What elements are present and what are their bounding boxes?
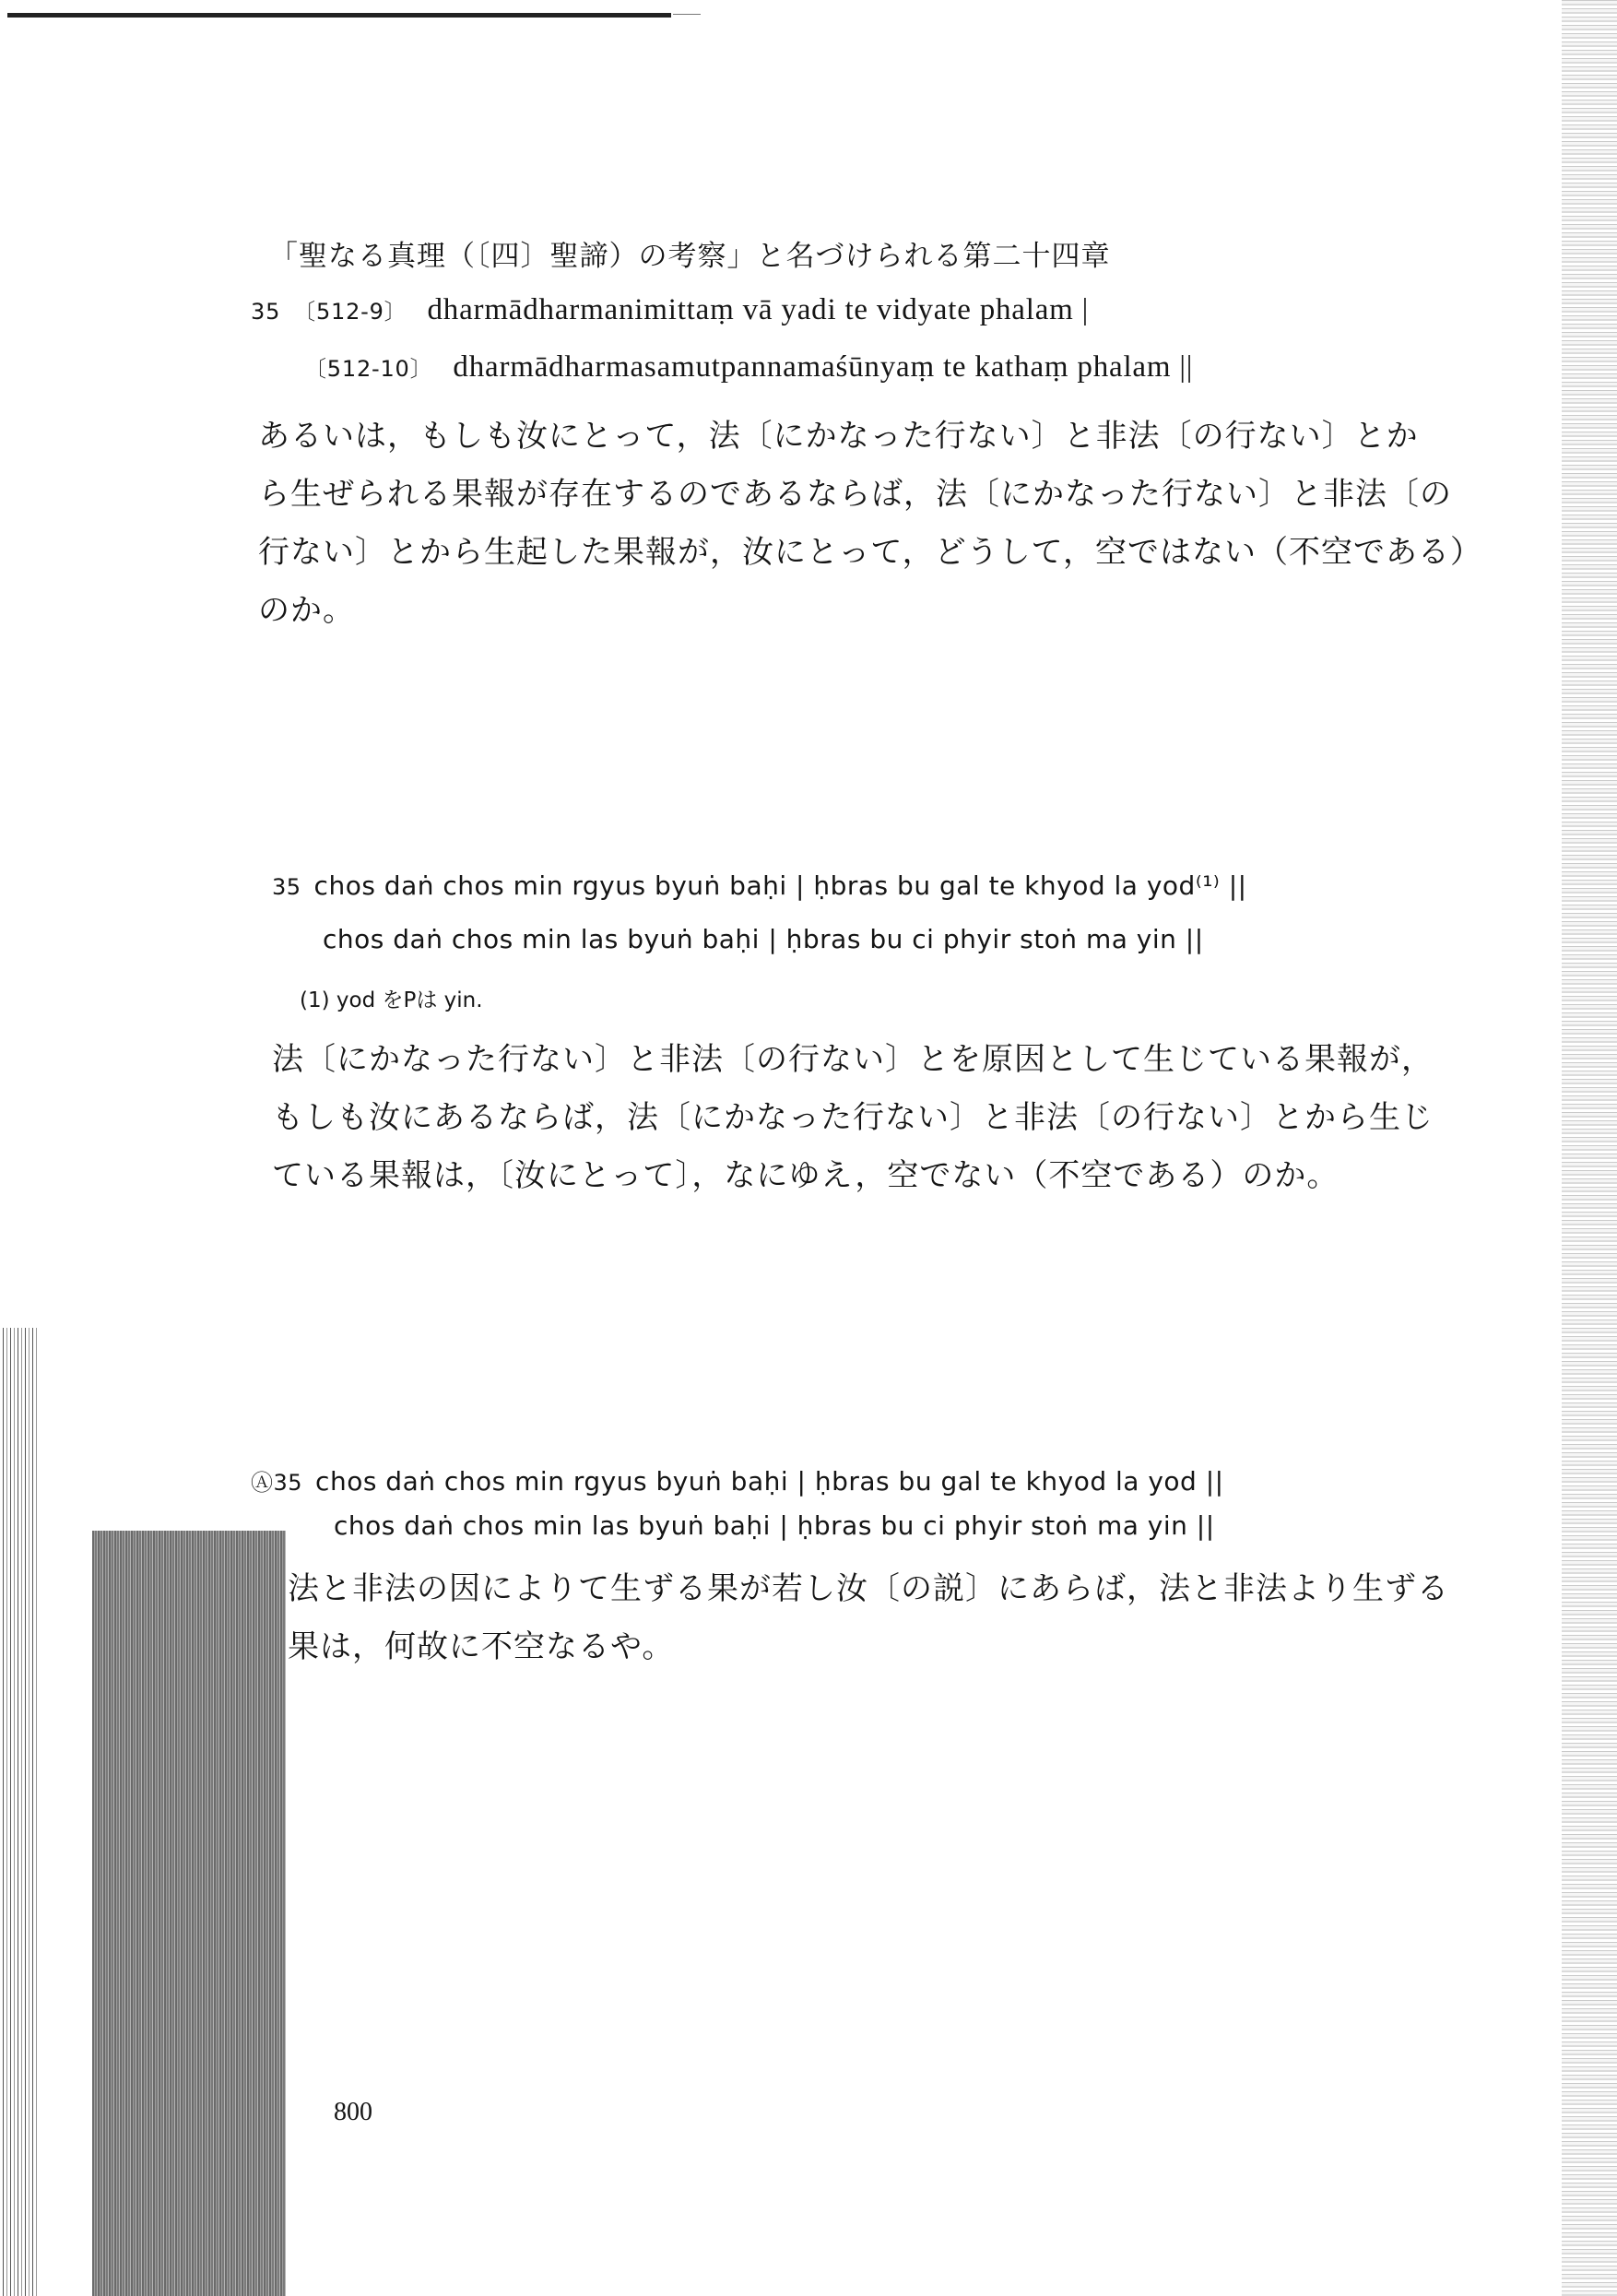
- tibetan-translation: [272, 1031, 1434, 1205]
- sanskrit-line-1: [251, 293, 1089, 327]
- translation-line: 果は，何故に不空なるや。: [288, 1628, 675, 1665]
- translation-line: 法と非法の因によりて生ずる果が若し汝〔の説〕にあらば，法と非法より生ずる: [288, 1570, 1449, 1607]
- translation-line: もしも汝にあるならば，法〔にかなった行ない〕と非法〔の行ない〕とから生じ: [272, 1099, 1434, 1136]
- tibetan-line-2: [323, 924, 1204, 954]
- tibetan-text: chos daṅ chos min rgyus byuṅ baḥi | ḥbras bu gal te khyod la yod ||: [315, 1466, 1224, 1497]
- tibetan-text: chos daṅ chos min las byuṅ baḥi | ḥbras bu ci phyir stoṅ ma yin ||: [323, 924, 1204, 954]
- page-number: 800: [334, 2098, 372, 2126]
- chapter-heading: 「聖なる真理（〔四〕聖諦）の考察」と名づけられる第二十四章: [269, 240, 1111, 273]
- translation-line: 法〔にかなった行ない〕と非法〔の行ない〕とを原因として生じている果報が，: [272, 1041, 1434, 1078]
- translation-line: ら生ぜられる果報が存在するのであるならば，法〔にかなった行ない〕と非法〔の: [258, 476, 1452, 513]
- translation-line: 行ない〕とから生起した果報が，汝にとって，どうして，空ではない（不空である）: [258, 534, 1482, 571]
- sanskrit-text: dharmādharmasamutpannamaśūnyaṃ te kathaṃ phalam ||: [453, 350, 1194, 384]
- verse-ref: 〔512-10〕: [304, 356, 433, 382]
- footnote: (1) yod をPは yin.: [300, 988, 483, 1012]
- tibetan-text: chos daṅ chos min las byuṅ baḥi | ḥbras bu ci phyir stoṅ ma yin ||: [334, 1510, 1215, 1541]
- verse-ref: 〔512-9〕: [293, 299, 407, 325]
- sanskrit-text: dharmādharmanimittaṃ vā yadi te vidyate phalam |: [427, 293, 1090, 326]
- comm-line-1: [251, 1464, 1224, 1497]
- comm-line-2: [334, 1510, 1215, 1541]
- verse-number: 35: [272, 874, 301, 900]
- sanskrit-translation: [258, 408, 1482, 640]
- comm-translation: [288, 1560, 1449, 1676]
- tibetan-line-1: [272, 870, 1247, 901]
- translation-line: あるいは，もしも汝にとって，法〔にかなった行ない〕と非法〔の行ない〕とか: [258, 418, 1419, 455]
- translation-line: のか。: [258, 592, 355, 629]
- translation-line: ている果報は，〔汝にとって〕，なにゆえ，空でない（不空である）のか。: [272, 1157, 1340, 1194]
- verse-number: 35: [251, 299, 281, 325]
- sanskrit-line-2: [304, 350, 1193, 385]
- tibetan-text: chos daṅ chos min rgyus byuṅ baḥi | ḥbras bu gal te khyod la yod⁽¹⁾ ||: [313, 870, 1247, 901]
- verse-number: Ⓐ35: [251, 1470, 303, 1496]
